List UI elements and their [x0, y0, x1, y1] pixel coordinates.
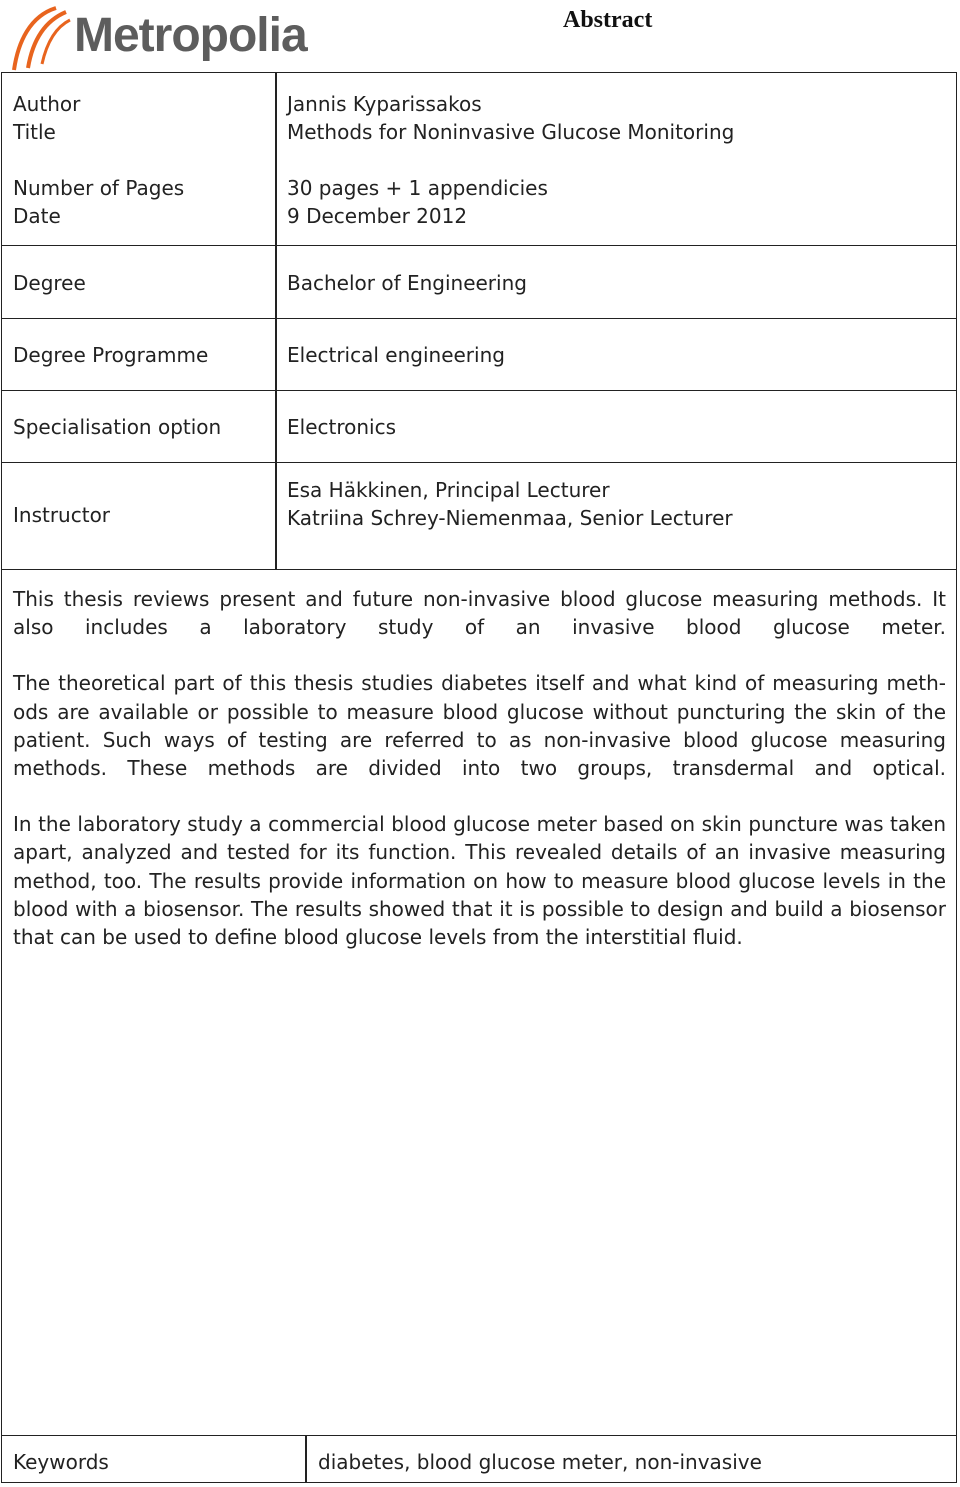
metropolia-logo [8, 2, 328, 72]
keywords-divider [305, 1436, 307, 1483]
author-value: Jannis Kyparissakos [287, 92, 482, 116]
column-divider [275, 73, 277, 570]
degree-label: Degree [13, 271, 86, 295]
instructor-label: Instructor [13, 503, 111, 527]
logo-text: Metropolia [74, 9, 307, 62]
abstract-body [13, 585, 946, 979]
date-label: Date [13, 204, 61, 228]
document-type-heading: Abstract [563, 7, 653, 33]
degree-value: Bachelor of Engineering [287, 271, 527, 295]
pages-label: Number of Pages [13, 176, 185, 200]
abstract-form [1, 72, 957, 1483]
specialisation-label: Specialisation option [13, 415, 222, 439]
meta-row-degree [2, 246, 956, 319]
abstract-paragraph-1: This thesis reviews present and future non-invasive blood glucose measuring methods. It also includes a laboratory study of an invasive blood glucose meter. [13, 587, 946, 640]
abstract-paragraph-3: In the laboratory study a commercial blood glucose meter based on skin puncture was taken apart, analyzed and tested for its function. This revealed details of an invasive measuring method, too. The results provide information on how to measure blood glucose levels in the blood with a biosensor. The results showed that it is possible to design and build a biosensor that can be used to define blood glucose levels from the interstitial fluid. [13, 812, 946, 950]
date-value: 9 December 2012 [287, 204, 468, 228]
meta-row-instructor [2, 463, 956, 570]
programme-label: Degree Programme [13, 343, 209, 367]
meta-row-general [2, 73, 956, 246]
meta-row-programme [2, 319, 956, 391]
pages-value: 30 pages + 1 appendicies [287, 176, 548, 200]
keywords-row [2, 1435, 956, 1483]
keywords-value: diabetes, blood glucose meter, non-invasive [318, 1450, 762, 1474]
abstract-paragraph-2: The theoretical part of this thesis studies diabetes itself and what kind of measuring meth-ods are available or possible to measure blood glucose without puncturing the skin of the patient. Such ways of testing are referred to as non-invasive blood glucose measuring methods. These methods are divided into two groups, transdermal and optical. [13, 671, 946, 781]
title-value: Methods for Noninvasive Glucose Monitoring [287, 120, 735, 144]
keywords-label: Keywords [13, 1450, 109, 1474]
specialisation-value: Electronics [287, 415, 397, 439]
programme-value: Electrical engineering [287, 343, 505, 367]
author-label: Author [13, 92, 81, 116]
instructor-1: Esa Häkkinen, Principal Lecturer [287, 478, 610, 502]
meta-row-specialisation [2, 391, 956, 463]
instructor-2: Katriina Schrey-Niemenmaa, Senior Lecturer [287, 506, 733, 530]
logo-arc-icon [8, 2, 72, 72]
title-label: Title [13, 120, 56, 144]
